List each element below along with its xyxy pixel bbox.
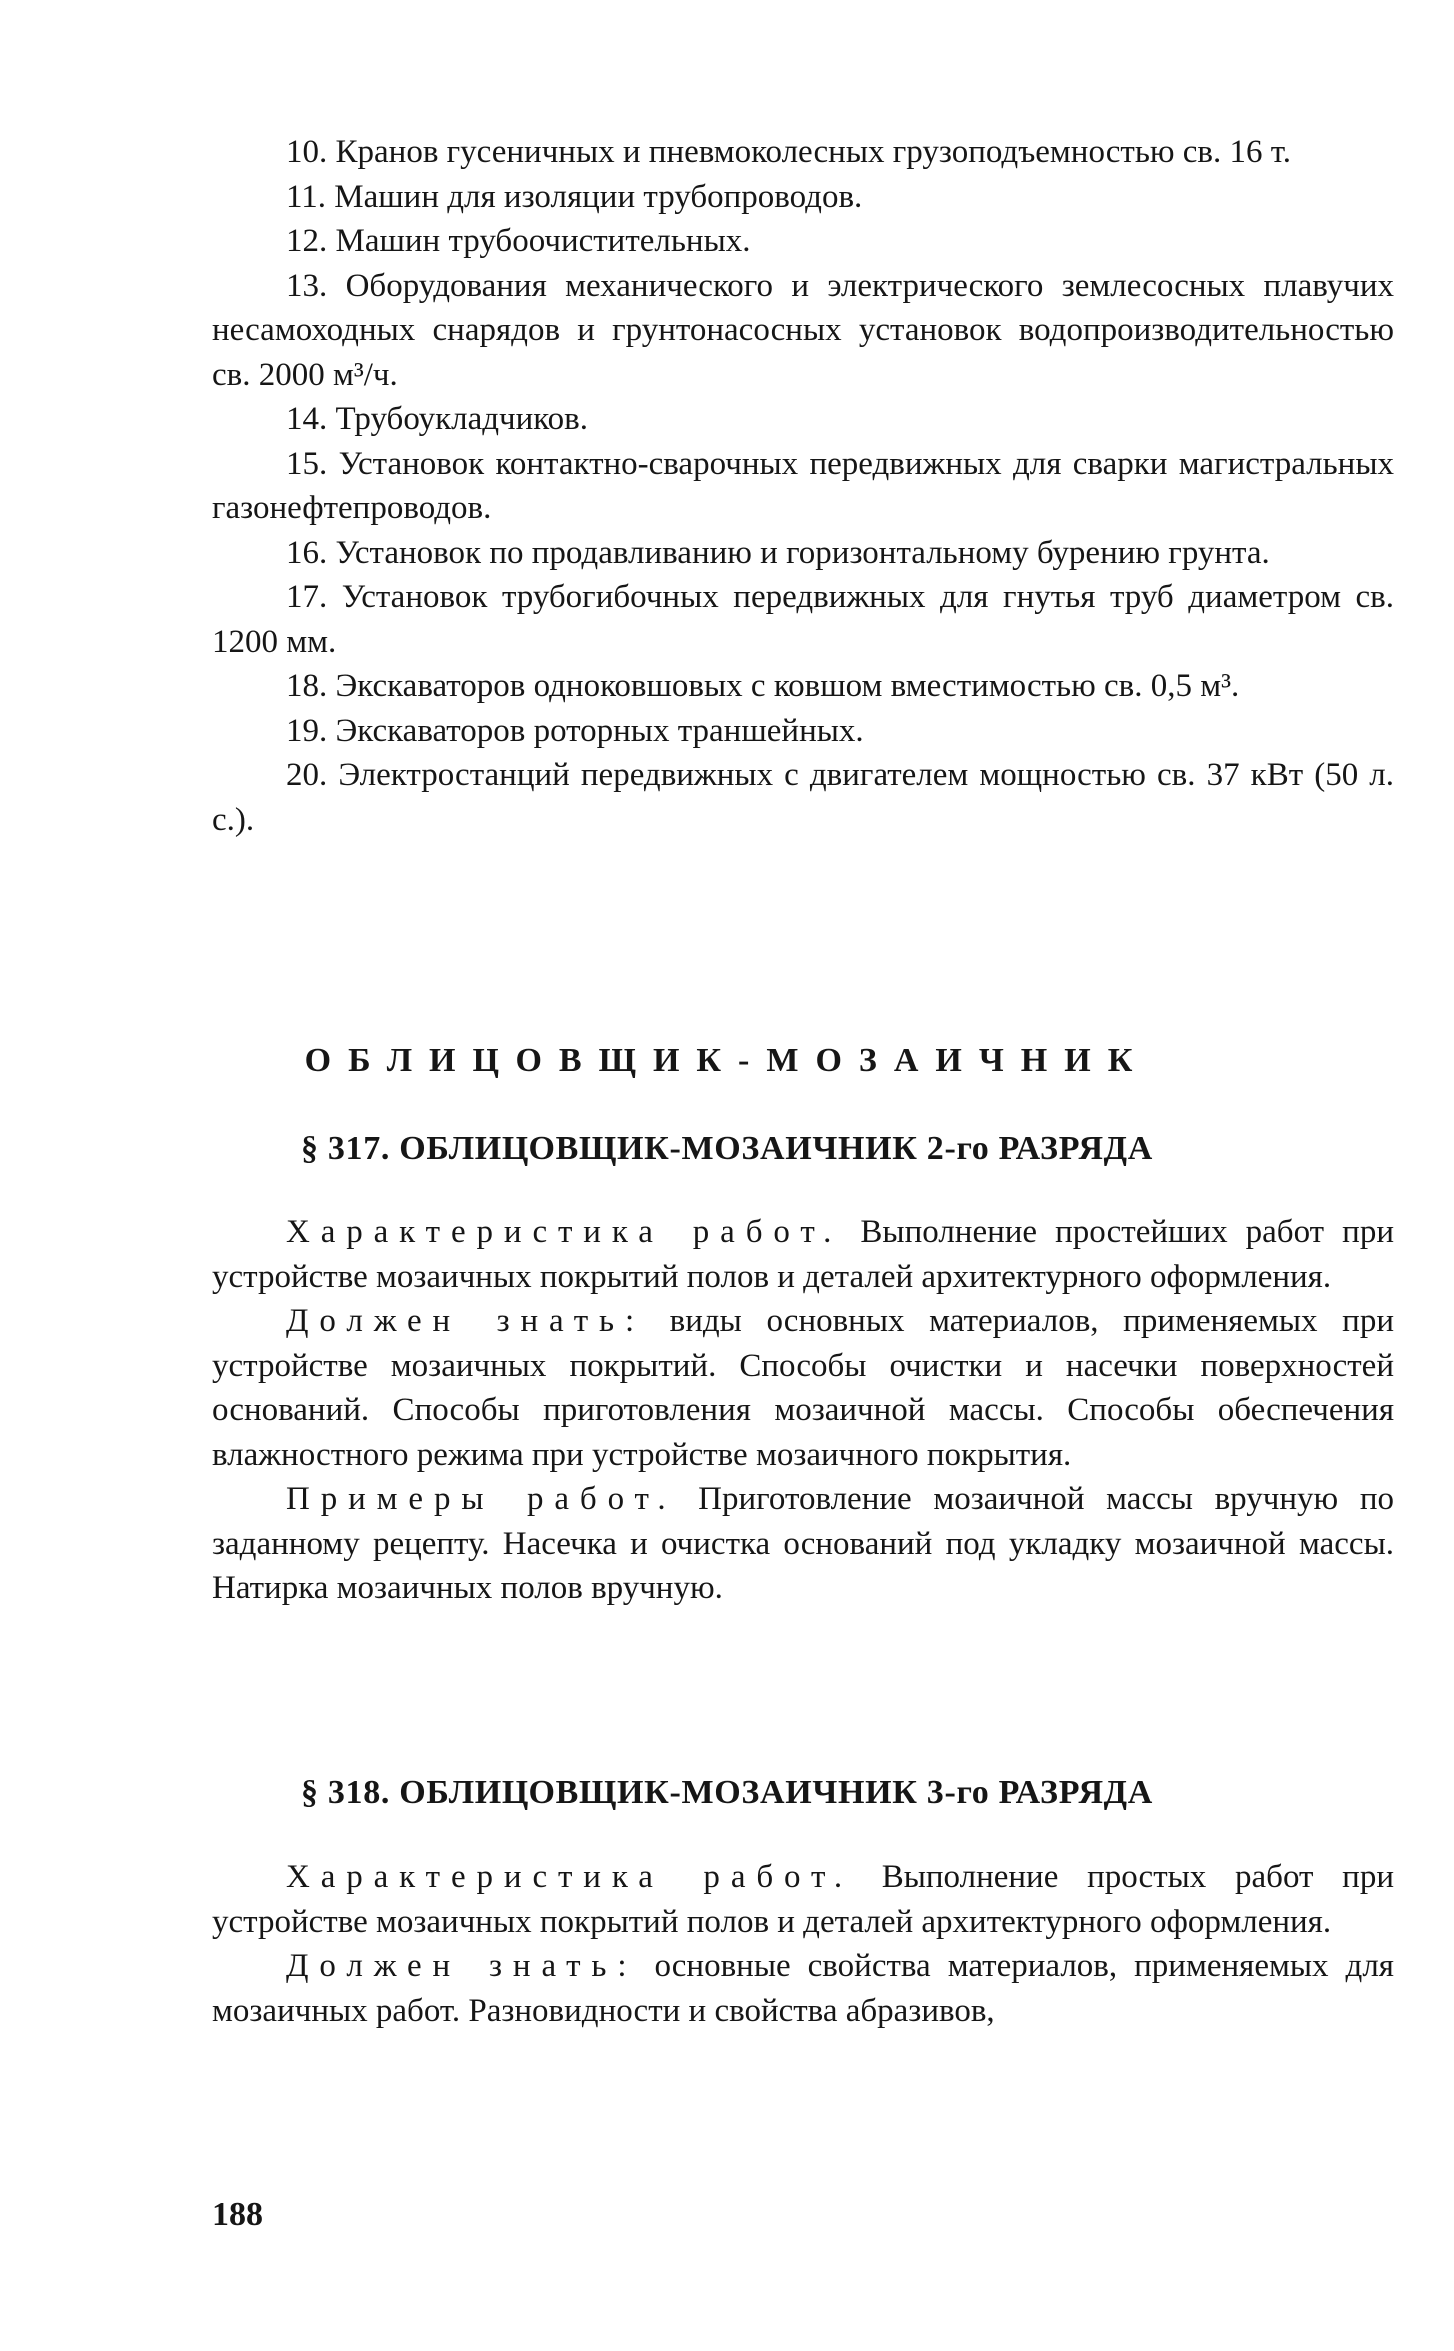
examples-paragraph [212, 1477, 1394, 1611]
section-title: ОБЛИЦОВЩИК-МОЗАИЧНИК [304, 1042, 1150, 1079]
list-item: 10. Кранов гусеничных и пневмоколесных грузоподъемностью св. 16 т. [286, 134, 1291, 170]
list-item: 12. Машин трубоочистительных. [286, 223, 751, 259]
list-item: 18. Экскаваторов одноковшовых с ковшом вместимостью св. 0,5 м³. [286, 668, 1240, 704]
knowledge-paragraph [212, 1944, 1394, 2033]
characteristic-text: Выполнение простых работ при устройстве мозаичных покрытий полов и деталей архитектурного оформления. [212, 1859, 1394, 1940]
heading-318: § 318. ОБЛИЦОВЩИК-МОЗАИЧНИК 3-го РАЗРЯДА [301, 1774, 1153, 1811]
knowledge-text: основные свойства материалов, применяемых для мозаичных работ. Разновидности и свойства абразивов, [212, 1948, 1394, 2029]
knowledge-label: Должен знать: [286, 1303, 646, 1339]
list-item: 20. Электростанций передвижных с двигателем мощностью св. 37 кВт (50 л. с.). [212, 757, 1394, 838]
characteristic-paragraph [212, 1210, 1394, 1299]
characteristic-label: Характеристика работ. [286, 1214, 843, 1250]
examples-text: Приготовление мозаичной массы вручную по заданному рецепту. Насечка и очистка оснований под укладку мозаичной массы. Натирка мозаичных полов вручную. [212, 1481, 1394, 1606]
characteristic-paragraph [212, 1855, 1394, 1944]
knowledge-text: виды основных материалов, применяемых при устройстве мозаичных покрытий. Способы очистки и насечки поверхностей оснований. Способы приготовления мозаичной массы. Способы обеспечения влажностного режима при устройстве мозаичного покрытия. [212, 1303, 1394, 1473]
section-317-body [212, 1210, 1394, 1611]
characteristic-label: Характеристика работ. [286, 1859, 853, 1895]
page-number: 188 [212, 2196, 263, 2233]
list-item: 11. Машин для изоляции трубопроводов. [286, 178, 863, 215]
heading-317: § 317. ОБЛИЦОВЩИК-МОЗАИЧНИК 2-го РАЗРЯДА [301, 1130, 1153, 1167]
list-item: 14. Трубоукладчиков. [286, 401, 588, 437]
knowledge-paragraph [212, 1299, 1394, 1477]
characteristic-text: Выполнение простейших работ при устройстве мозаичных покрытий полов и деталей архитектурного оформления. [212, 1214, 1394, 1295]
list-item: 17. Установок трубогибочных передвижных для гнутья труб диаметром св. 1200 мм. [212, 579, 1394, 660]
list-item: 16. Установок по продавливанию и горизонтальному бурению грунта. [286, 534, 1270, 571]
list-item: 19. Экскаваторов роторных траншейных. [286, 712, 864, 749]
knowledge-label: Должен знать: [286, 1948, 638, 1984]
list-item: 15. Установок контактно-сварочных передвижных для сварки магистральных газонефтепроводов. [212, 445, 1394, 526]
section-318-body [212, 1855, 1394, 2033]
list-item: 13. Оборудования механического и электрического землесосных плавучих несамоходных снарядов и грунтонасосных установок водопроизводительностью св. 2000 м³/ч. [212, 267, 1394, 393]
examples-label: Примеры работ. [286, 1481, 677, 1517]
machine-list [212, 130, 1394, 842]
